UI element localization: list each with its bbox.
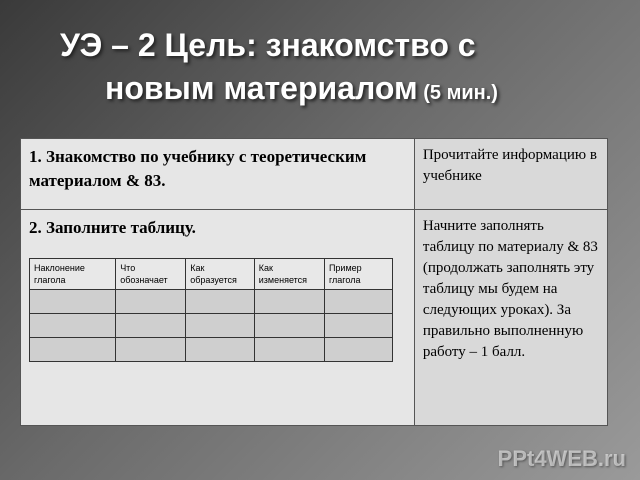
verb-mood-empty-row — [30, 314, 393, 338]
watermark: PPt4WEB.ru — [497, 446, 626, 471]
empty-cell — [254, 338, 324, 362]
task-table — [20, 138, 608, 426]
task-2-text: 2. Заполните таблицу. — [29, 218, 196, 237]
empty-cell — [186, 314, 255, 338]
task-row-1 — [21, 139, 608, 210]
verb-mood-empty-row — [30, 290, 393, 314]
task-row-2 — [21, 210, 608, 426]
empty-cell — [116, 290, 186, 314]
title-line-2 — [60, 68, 620, 113]
note-cell-1: Прочитайте информацию в учебнике — [414, 139, 607, 210]
empty-cell — [30, 290, 116, 314]
task-cell-1: 1. Знакомство по учебнику с теоретическим материалом & 83. — [21, 139, 415, 210]
header-mood: Наклонение глагола — [30, 259, 116, 290]
empty-cell — [324, 290, 392, 314]
title-line-2-text: новым материалом — [105, 70, 418, 106]
empty-cell — [254, 290, 324, 314]
header-example: Пример глагола — [324, 259, 392, 290]
empty-cell — [116, 338, 186, 362]
empty-cell — [30, 338, 116, 362]
note-cell-2: Начните заполнять таблицу по материалу & 83 (продолжать заполнять эту таблицу мы будем на следующих уроках). За правильно выполненную работу – 1 балл. — [414, 210, 607, 426]
task-cell-2 — [21, 210, 415, 426]
title-time: (5 мин.) — [417, 82, 498, 104]
verb-mood-header-row — [30, 259, 393, 290]
slide-title — [60, 22, 620, 113]
empty-cell — [186, 338, 255, 362]
verb-mood-table — [29, 258, 393, 362]
header-formation: Как образуется — [186, 259, 255, 290]
empty-cell — [186, 290, 255, 314]
header-meaning: Что обозначает — [116, 259, 186, 290]
empty-cell — [116, 314, 186, 338]
empty-cell — [254, 314, 324, 338]
header-change: Как изменяется — [254, 259, 324, 290]
empty-cell — [324, 338, 392, 362]
title-line-1: УЭ – 2 Цель: знакомство с — [60, 27, 476, 63]
verb-mood-empty-row — [30, 338, 393, 362]
empty-cell — [30, 314, 116, 338]
empty-cell — [324, 314, 392, 338]
